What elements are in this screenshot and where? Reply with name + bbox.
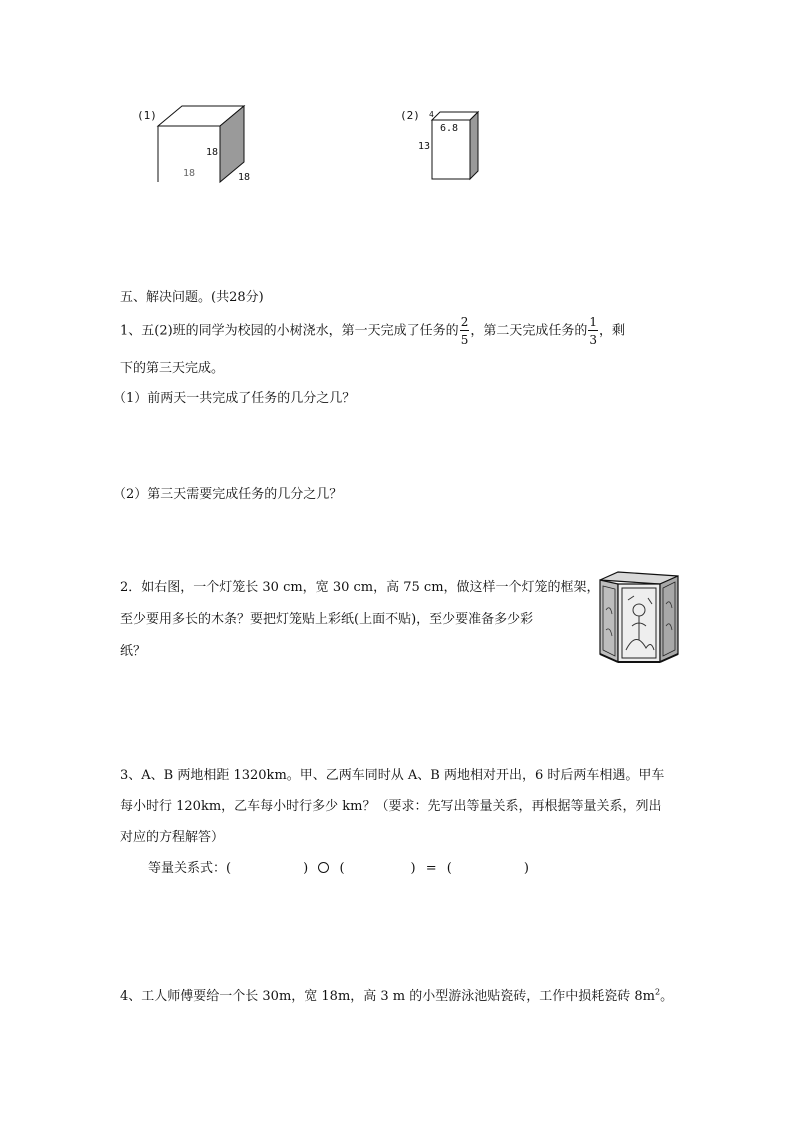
question-3-line-2: 每小时行 120km，乙车每小时行多少 km？（要求：先写出等量关系，再根据等量关系，列出 <box>120 799 662 814</box>
fraction-1-numerator: 2 <box>460 315 469 329</box>
figure-2-label: (2) <box>400 109 420 122</box>
operator-circle-icon[interactable] <box>318 862 329 873</box>
question-3-line-3: 对应的方程解答） <box>120 830 225 845</box>
lantern-illustration <box>596 570 682 666</box>
equation-close-2: ) <box>410 861 416 876</box>
square-unit-superscript: 2 <box>655 987 661 997</box>
question-1-line-1 <box>120 315 625 347</box>
fraction-one-third <box>588 316 598 346</box>
figure-2-width-label: 4 <box>429 110 434 119</box>
question-1-sub-2: （2）第三天需要完成任务的几分之几？ <box>113 487 343 502</box>
question-1-text-b: ，第二天完成任务的 <box>470 323 588 339</box>
equation-equals: = <box>425 861 437 876</box>
figure-1-label: (1) <box>137 109 157 122</box>
question-4-text: 4、工人师傅要给一个长 30m，宽 18m，高 3 m 的小型游泳池贴瓷砖，工作中损耗瓷砖 8m <box>120 989 655 1004</box>
question-2-line-1: 2．如右图，一个灯笼长 30 cm，宽 30 cm，高 75 cm，做这样一个灯笼的框架， <box>120 580 600 595</box>
fraction-2-denominator: 3 <box>589 333 597 347</box>
fraction-two-fifths <box>460 316 470 346</box>
question-3-line-1: 3、A、B 两地相距 1320km。甲、乙两车同时从 A、B 两地相对开出，6 时后两车相遇。甲车 <box>120 768 665 783</box>
question-1-sub-1: （1）前两天一共完成了任务的几分之几？ <box>113 391 356 406</box>
figure-1-height-label: 18 <box>206 147 219 158</box>
equation-close-3: ) <box>523 861 529 876</box>
figure-2-length-label: 6.8 <box>440 123 459 134</box>
figure-1-length-label: 18 <box>183 168 196 179</box>
equation-close-1: ) <box>303 861 309 876</box>
question-1-text-c: ，剩 <box>598 323 625 339</box>
equation-template <box>148 857 529 876</box>
question-2-line-3: 纸？ <box>120 644 147 659</box>
fraction-2-numerator: 1 <box>589 315 597 329</box>
figure-2-height-label: 13 <box>418 141 431 152</box>
figure-2-cuboid <box>425 108 485 183</box>
section-title: 五、解决问题。(共28分) <box>120 290 264 305</box>
question-4-line-1 <box>120 985 673 1004</box>
equation-label: 等量关系式：( <box>148 861 232 876</box>
figure-1-width-label: 18 <box>238 172 251 183</box>
equation-open-3: ( <box>446 861 452 876</box>
question-2-line-2: 至少要用多长的木条？要把灯笼贴上彩纸(上面不贴)，至少要准备多少彩 <box>120 612 534 627</box>
question-4-end: 。 <box>660 989 674 1004</box>
question-1-text-a: 1、五(2)班的同学为校园的小树浇水，第一天完成了任务的 <box>120 323 459 339</box>
fraction-1-denominator: 5 <box>460 333 469 347</box>
equation-open-2: ( <box>339 861 345 876</box>
question-1-line-2: 下的第三天完成。 <box>120 361 225 376</box>
